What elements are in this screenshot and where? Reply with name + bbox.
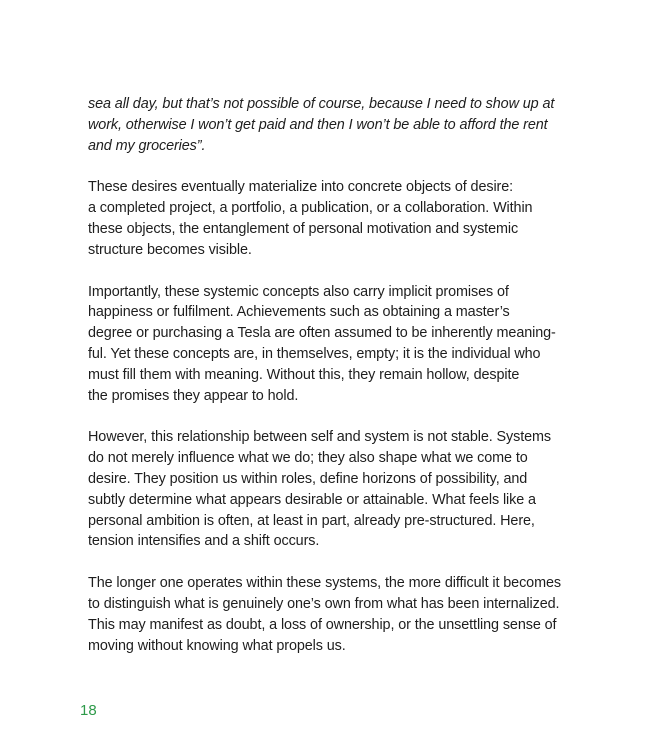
body-text [88, 94, 568, 677]
page-number: 18 [80, 702, 97, 719]
paragraph-objects-of-desire: These desires eventually materialize into concrete objects of desire: a completed project, a portfolio, a publication, or a collaboration. Within these objects, the entanglement of personal motivation and systemic structure becomes visible. [88, 179, 533, 258]
paragraph-implicit-promises: Importantly, these systemic concepts also carry implicit promises of happiness or fulfilment. Achievements such as obtaining a master’s degree or purchasing a Tesla are often assumed to be inherently meaning- ful. Yet these concepts are, in themselves, empty; it is the individual who must fill them with meaning. Without this, they remain hollow, despite the promises they appear to hold. [88, 283, 556, 404]
paragraph-self-and-system: However, this relationship between self and system is not stable. Systems do not merely influence what we do; they also shape what we come to desire. They position us within roles, define horizons of possibility, and subtly determine what appears desirable or attainable. What feels like a personal ambition is often, at least in part, already pre-structured. Here, tension intensifies and a shift occurs. [88, 429, 552, 550]
paragraph-quote-continuation: sea all day, but that’s not possible of course, because I need to show up at work, otherwise I won’t get paid and then I won’t be able to afford the rent and my groceries”. [88, 96, 555, 154]
paragraph-internalization: The longer one operates within these systems, the more difficult it becomes to distinguish what is genuinely one’s own from what has been internalized. This may manifest as doubt, a loss of ownership, or the unsettling sense of moving without knowing what propels us. [88, 575, 561, 654]
